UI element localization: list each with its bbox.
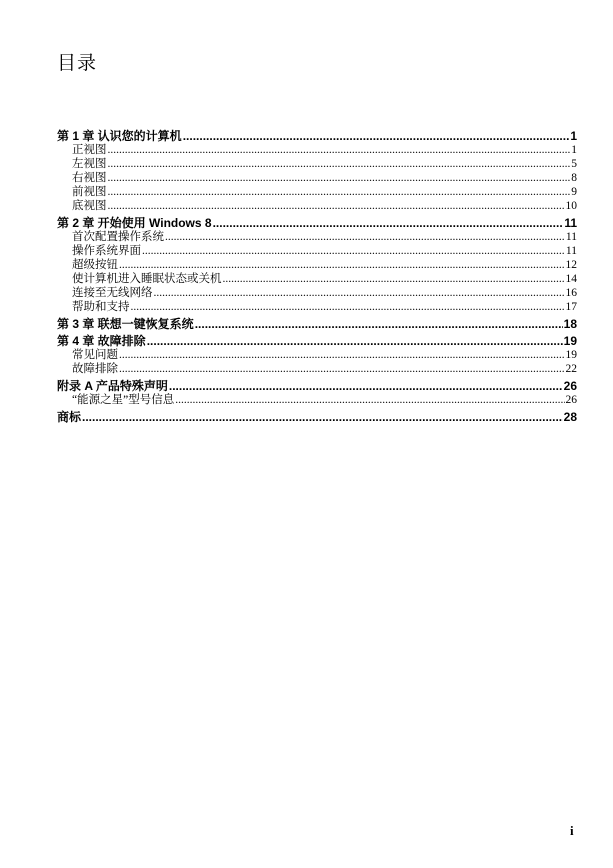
toc-entry-label: 故障排除 [72, 363, 118, 375]
toc-entry-label: 第 3 章 联想一键恢复系统 [57, 317, 194, 331]
toc-entry-label: 超级按钮 [72, 259, 118, 271]
toc-entry-label: 帮助和支持 [72, 301, 130, 313]
toc-leader-dots [213, 216, 564, 230]
toc-entry-page: 14 [565, 273, 577, 285]
toc-leader-dots [82, 410, 563, 424]
toc-entry-label: 商标 [57, 410, 82, 424]
toc-entry-page: 26 [565, 394, 577, 406]
toc-leader-dots [223, 272, 565, 286]
toc-chapter-entry[interactable] [57, 379, 577, 393]
toc-section-entry[interactable] [57, 143, 577, 157]
toc-chapter-entry[interactable] [57, 216, 577, 230]
toc-leader-dots [108, 157, 571, 171]
toc-section-entry[interactable] [57, 185, 577, 199]
toc-entry-page: 16 [565, 287, 577, 299]
toc-leader-dots [108, 199, 565, 213]
toc-section-entry[interactable] [57, 300, 577, 314]
toc-leader-dots [195, 317, 563, 331]
toc-section-entry[interactable] [57, 393, 577, 407]
toc-section-entry[interactable] [57, 286, 577, 300]
toc-entry-label: 底视图 [72, 200, 107, 212]
toc-entry-label: 左视图 [72, 158, 107, 170]
toc-section-entry[interactable] [57, 348, 577, 362]
toc-entry-label: 第 1 章 认识您的计算机 [57, 129, 182, 143]
toc-section-entry[interactable] [57, 157, 577, 171]
toc-chapter-entry[interactable] [57, 334, 577, 348]
toc-entry-page: 11 [565, 245, 577, 257]
toc-section-entry[interactable] [57, 230, 577, 244]
toc-entry-page: 1 [571, 144, 577, 156]
toc-leader-dots [108, 143, 571, 157]
toc-section-entry[interactable] [57, 272, 577, 286]
toc-entry-label: 附录 A 产品特殊声明 [57, 379, 168, 393]
toc-entry-label: “能源之星”型号信息 [72, 394, 175, 406]
toc-entry-page: 1 [570, 129, 577, 143]
toc-leader-dots [108, 185, 571, 199]
toc-entry-page: 11 [565, 231, 577, 243]
toc-entry-page: 10 [565, 200, 577, 212]
toc-leader-dots [119, 258, 565, 272]
toc-entry-page: 28 [563, 410, 577, 424]
toc-entry-page: 12 [565, 259, 577, 271]
toc-entry-page: 19 [565, 349, 577, 361]
toc-leader-dots [165, 230, 565, 244]
toc-entry-label: 第 2 章 开始使用 Windows 8 [57, 216, 212, 230]
toc-entry-page: 18 [563, 317, 577, 331]
toc-entry-page: 9 [571, 186, 577, 198]
toc-leader-dots [183, 129, 570, 143]
toc-leader-dots [175, 393, 564, 407]
toc-entry-label: 操作系统界面 [72, 245, 141, 257]
toc-entry-label: 连接至无线网络 [72, 287, 153, 299]
toc-chapter-entry[interactable] [57, 129, 577, 143]
toc-entry-label: 常见问题 [72, 349, 118, 361]
toc-entry-label: 使计算机进入睡眠状态或关机 [72, 273, 222, 285]
page-title: 目录 [57, 52, 98, 74]
toc-entry-label: 前视图 [72, 186, 107, 198]
toc-entry-label: 正视图 [72, 144, 107, 156]
toc-leader-dots [131, 300, 565, 314]
toc-chapter-entry[interactable] [57, 317, 577, 331]
toc-entry-page: 8 [571, 172, 577, 184]
toc-leader-dots [119, 348, 565, 362]
toc-entry-page: 22 [565, 363, 577, 375]
toc-chapter-entry[interactable] [57, 410, 577, 424]
toc-section-entry[interactable] [57, 171, 577, 185]
toc-leader-dots [154, 286, 565, 300]
toc-section-entry[interactable] [57, 362, 577, 376]
toc-entry-label: 第 4 章 故障排除 [57, 334, 146, 348]
toc-entry-page: 19 [563, 334, 577, 348]
toc-section-entry[interactable] [57, 244, 577, 258]
toc-entry-page: 11 [564, 216, 577, 230]
toc-leader-dots [147, 334, 563, 348]
toc-leader-dots [142, 244, 565, 258]
toc-entry-label: 右视图 [72, 172, 107, 184]
toc-leader-dots [108, 171, 571, 185]
toc-section-entry[interactable] [57, 258, 577, 272]
toc-entry-label: 首次配置操作系统 [72, 231, 164, 243]
toc-entry-page: 17 [565, 301, 577, 313]
table-of-contents [57, 126, 577, 424]
toc-leader-dots [119, 362, 565, 376]
toc-section-entry[interactable] [57, 199, 577, 213]
page-number: i [570, 823, 574, 838]
toc-entry-page: 26 [563, 379, 577, 393]
toc-leader-dots [169, 379, 563, 393]
toc-entry-page: 5 [571, 158, 577, 170]
